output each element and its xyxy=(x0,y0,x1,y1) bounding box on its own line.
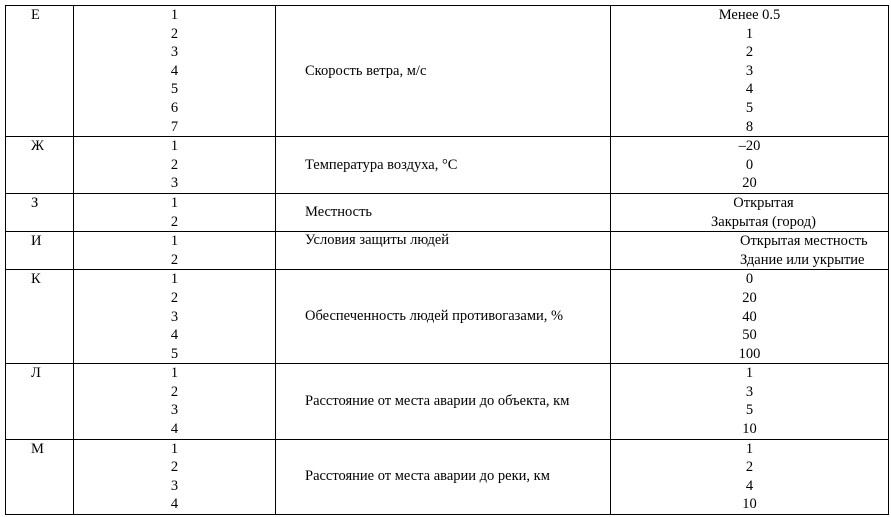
option-number: 2 xyxy=(170,459,179,476)
option-number: 1 xyxy=(170,138,179,155)
option-value: Здание или укрытие xyxy=(740,251,865,268)
option-number: 5 xyxy=(170,345,179,362)
table-row xyxy=(6,364,889,439)
parameter-name: Местность xyxy=(276,193,611,231)
parameter-name: Расстояние от места аварии до реки, км xyxy=(276,439,611,514)
option-number: 4 xyxy=(170,62,179,79)
option-numbers-cell xyxy=(74,232,276,270)
option-number: 4 xyxy=(170,421,179,438)
option-number: 2 xyxy=(170,383,179,400)
option-numbers-cell xyxy=(74,439,276,514)
values-cell xyxy=(611,137,889,194)
table-row xyxy=(6,137,889,194)
variant-letter-cell xyxy=(6,6,74,137)
option-value: 5 xyxy=(745,402,754,419)
variant-letter: М xyxy=(31,440,44,457)
table-row xyxy=(6,270,889,364)
parameter-name: Обеспеченность людей противогазами, % xyxy=(276,270,611,364)
option-number: 5 xyxy=(170,81,179,98)
option-number: 3 xyxy=(170,402,179,419)
option-number: 2 xyxy=(170,213,179,230)
option-numbers-cell xyxy=(74,364,276,439)
option-number: 2 xyxy=(170,25,179,42)
option-number: 2 xyxy=(170,289,179,306)
option-number: 6 xyxy=(170,99,179,116)
option-value: 20 xyxy=(742,175,757,192)
option-value: 1 xyxy=(745,440,754,457)
option-number: 3 xyxy=(170,175,179,192)
parameter-name: Расстояние от места аварии до объекта, км xyxy=(276,364,611,439)
values-cell xyxy=(611,439,889,514)
option-value: 4 xyxy=(745,477,754,494)
option-number: 4 xyxy=(170,496,179,513)
option-value: Закрытая (город) xyxy=(711,213,816,230)
variant-letter-cell xyxy=(6,364,74,439)
values-cell xyxy=(611,232,889,270)
variant-letter: Л xyxy=(31,365,41,382)
variant-letter-cell xyxy=(6,137,74,194)
option-number: 2 xyxy=(170,156,179,173)
option-numbers-cell xyxy=(74,6,276,137)
option-value: 8 xyxy=(745,118,754,135)
option-numbers-cell xyxy=(74,270,276,364)
option-value: Открытая местность xyxy=(740,233,868,250)
option-value: 2 xyxy=(745,44,754,61)
option-number: 1 xyxy=(170,233,179,250)
option-value: 20 xyxy=(742,289,757,306)
option-value: 3 xyxy=(745,62,754,79)
option-value: 0 xyxy=(745,156,754,173)
option-number: 7 xyxy=(170,118,179,135)
option-value: Открытая xyxy=(733,194,794,211)
values-cell xyxy=(611,270,889,364)
variant-letter: Е xyxy=(31,7,40,23)
parameters-table xyxy=(5,5,889,515)
option-value: –20 xyxy=(738,138,761,155)
option-number: 2 xyxy=(170,251,179,268)
values-cell xyxy=(611,364,889,439)
option-number: 3 xyxy=(170,308,179,325)
option-value: 2 xyxy=(745,459,754,476)
option-number: 4 xyxy=(170,327,179,344)
variant-letter: Ж xyxy=(31,138,44,155)
option-number: 1 xyxy=(170,271,179,288)
option-number: 1 xyxy=(170,7,179,23)
option-value: 3 xyxy=(745,383,754,400)
variant-letter: И xyxy=(31,233,42,250)
option-value: 50 xyxy=(742,327,757,344)
option-value: Менее 0.5 xyxy=(718,7,781,23)
option-value: 1 xyxy=(745,365,754,382)
option-number: 3 xyxy=(170,44,179,61)
option-value: 10 xyxy=(742,496,757,513)
parameter-name: Скорость ветра, м/с xyxy=(276,6,611,137)
table-row xyxy=(6,193,889,231)
option-value: 0 xyxy=(745,271,754,288)
option-number: 1 xyxy=(170,194,179,211)
option-numbers-cell xyxy=(74,137,276,194)
option-value: 4 xyxy=(745,81,754,98)
variant-letter-cell xyxy=(6,439,74,514)
parameter-name: Температура воздуха, °С xyxy=(276,137,611,194)
option-number: 1 xyxy=(170,365,179,382)
variant-letter: З xyxy=(31,194,39,211)
option-value: 5 xyxy=(745,99,754,116)
option-number: 1 xyxy=(170,440,179,457)
option-value: 40 xyxy=(742,308,757,325)
values-cell xyxy=(611,193,889,231)
option-value: 10 xyxy=(742,421,757,438)
table-row xyxy=(6,6,889,137)
table-row xyxy=(6,439,889,514)
variant-letter: К xyxy=(31,271,41,288)
option-value: 1 xyxy=(745,25,754,42)
variant-letter-cell xyxy=(6,232,74,270)
parameter-name: Условия защиты людей xyxy=(276,232,611,270)
table-row xyxy=(6,232,889,270)
variant-letter-cell xyxy=(6,270,74,364)
option-number: 3 xyxy=(170,477,179,494)
values-cell xyxy=(611,6,889,137)
option-numbers-cell xyxy=(74,193,276,231)
variant-letter-cell xyxy=(6,193,74,231)
option-value: 100 xyxy=(738,345,761,362)
